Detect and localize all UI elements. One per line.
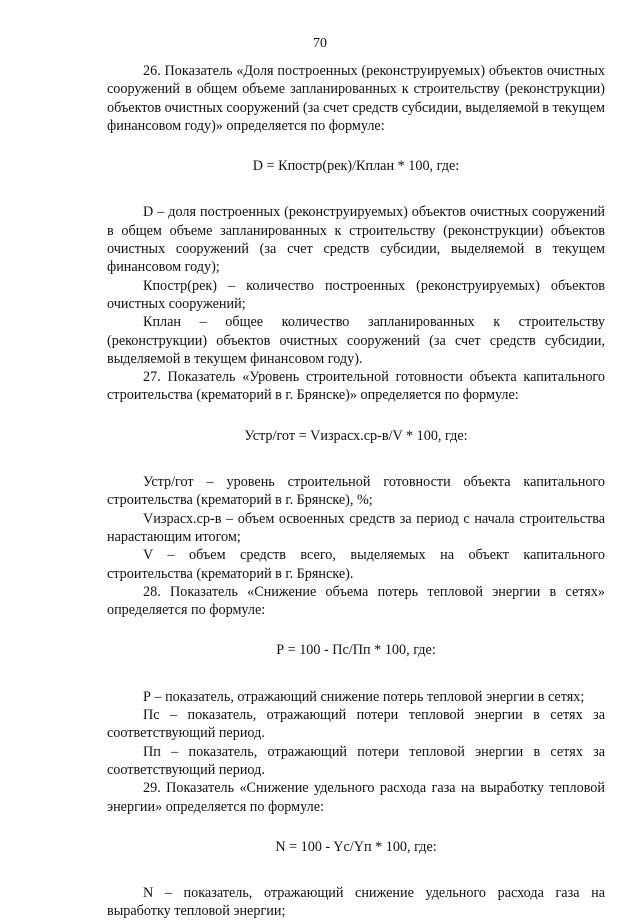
paragraph-27: 27. Показатель «Уровень строительной готовности объекта капитального строительства (крематорий в г. Брянске)» определяется по формуле: (107, 369, 605, 404)
formula-d: D = Кпостр(рек)/Кплан * 100, где: (252, 158, 460, 175)
paragraph-28: 28. Показатель «Снижение объема потерь тепловой энергии в сетях» определяется по формуле: (107, 583, 605, 619)
definition-pp: Пп – показатель, отражающий потери тепловой энергии в сетях за соответствующий период. (107, 743, 605, 778)
definition-ustr: Устр/гот – уровень строительной готовности объекта капитального строительства (крематорий в г. Брянске), %; (107, 474, 605, 509)
definition-kplan: Кплан – общее количество запланированных к строительству (реконструкции) объектов очистных сооружений (за счет средств субсидии, выделяемой в текущем финансовом году). (107, 314, 605, 367)
paragraph-29: 29. Показатель «Снижение удельного расхода газа на выработку тепловой энергии» определяется по формуле: (107, 780, 605, 815)
document-body (107, 62, 605, 921)
definition-p: Р – показатель, отражающий снижение потерь тепловой энергии в сетях; (143, 688, 585, 705)
definition-d: D – доля построенных (реконструируемых) объектов очистных сооружений в общем объеме запланированных к строительству (реконструкции) объектов очистных сооружений (за счет средств субсидии, выделяемой в текущем финансовом году); (107, 204, 605, 276)
formula-p: Р = 100 - Пс/Пп * 100, где: (276, 642, 436, 659)
formula-n: N = 100 - Yс/Yп * 100, где: (275, 838, 437, 855)
paragraph-26: 26. Показатель «Доля построенных (реконструируемых) объектов очистных сооружений в общем объеме запланированных к строительству (реконструкции) объектов очистных сооружений (за счет средств субсидии, выделяемой в текущем финансовом году)» определяется по формуле: (107, 63, 605, 134)
definition-n: N – показатель, отражающий снижение удельного расхода газа на выработку тепловой энергии; (107, 885, 605, 920)
definition-vizrasx: Vизрасх.ср-в – объем освоенных средств за период с начала строительства нарастающим итогом; (107, 510, 605, 545)
definition-v: V – объем средств всего, выделяемых на объект капитального строительства (крематорий в г. Брянске). (107, 547, 605, 582)
page-number: 70 (313, 36, 327, 51)
definition-ps: Пс – показатель, отражающий потери тепловой энергии в сетях за соответствующий период. (107, 707, 605, 742)
formula-ustr: Устр/гот = Vизрасх.ср-в/V * 100, где: (244, 427, 468, 444)
definition-kpostr: Кпостр(рек) – количество построенных (реконструируемых) объектов очистных сооружений; (107, 277, 605, 312)
